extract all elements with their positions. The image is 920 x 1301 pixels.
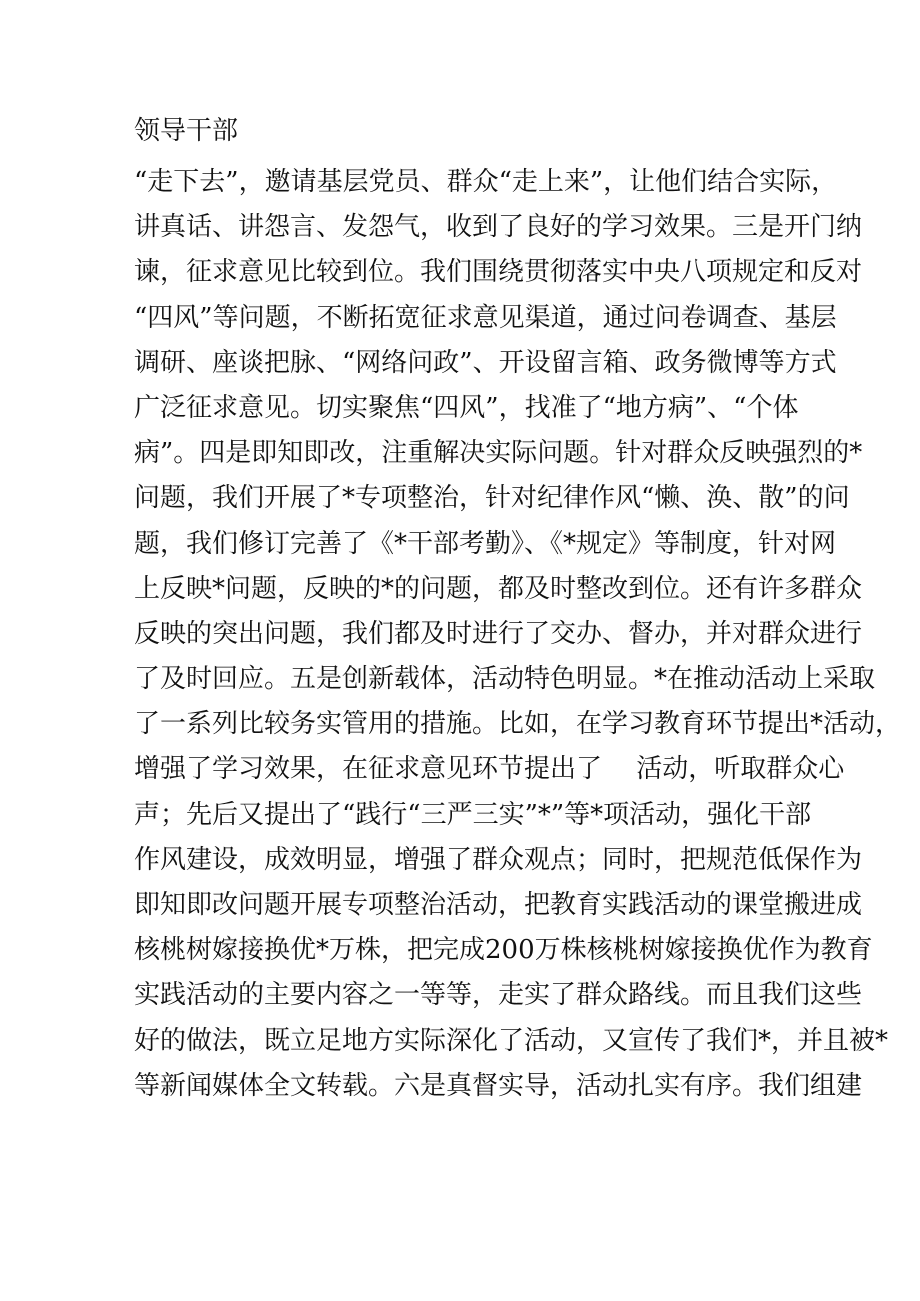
body-paragraph xyxy=(134,160,902,1109)
text-line: 核桃树嫁接换优*万株，把完成200万株核桃树嫁接换优作为教育 xyxy=(134,935,873,966)
text-line: 反映的突出问题，我们都及时进行了交办、督办，并对群众进行 xyxy=(134,618,863,649)
text-line: 声；先后又提出了“践行“三严三实”*”等*项活动，强化干部 xyxy=(134,799,812,830)
text-line: 上反映*问题，反映的*的问题，都及时整改到位。还有许多群众 xyxy=(134,573,863,604)
text-line: 病”。四是即知即改，注重解决实际问题。针对群众反映强烈的* xyxy=(134,438,863,469)
text-line: 问题，我们开展了*专项整治，针对纪律作风“懒、涣、散”的问 xyxy=(134,483,850,514)
text-line: 讲真话、讲怨言、发怨气，收到了良好的学习效果。三是开门纳 xyxy=(134,212,863,243)
text-line: 调研、座谈把脉、“网络问政”、开设留言箱、政务微博等方式 xyxy=(134,347,837,378)
text-line: 谏，征求意见比较到位。我们围绕贯彻落实中央八项规定和反对 xyxy=(134,257,863,288)
text-line: 题，我们修订完善了《*干部考勤》、《*规定》等制度，针对网 xyxy=(134,528,837,559)
text-line: “四风”等问题，不断拓宽征求意见渠道，通过问卷调查、基层 xyxy=(134,302,837,333)
text-line: 即知即改问题开展专项整治活动，把教育实践活动的课堂搬进成 xyxy=(134,890,863,920)
text-line: “走下去”，邀请基层党员、群众“走上来”，让他们结合实际， xyxy=(134,167,838,197)
text-line: 好的做法，既立足地方实际深化了活动，又宣传了我们*，并且被* xyxy=(134,1025,889,1056)
text-line: 了及时回应。五是创新载体，活动特色明显。*在推动活动上采取 xyxy=(134,664,876,695)
text-line: 等新闻媒体全文转载。六是真督实导，活动扎实有序。我们组建 xyxy=(134,1070,863,1101)
text-line: 增强了学习效果，在征求意见环节提出了 活动，听取群众心 xyxy=(134,754,845,785)
text-line: 广泛征求意见。切实聚焦“四风”，找准了“地方病”、“个体 xyxy=(134,392,799,423)
section-heading: 领导干部 xyxy=(134,116,239,146)
text-line: 实践活动的主要内容之一等等，走实了群众路线。而且我们这些 xyxy=(134,980,863,1011)
text-line: 作风建设，成效明显，增强了群众观点；同时，把规范低保作为 xyxy=(134,844,863,875)
text-line: 了一系列比较务实管用的措施。比如，在学习教育环节提出*活动， xyxy=(134,709,902,740)
